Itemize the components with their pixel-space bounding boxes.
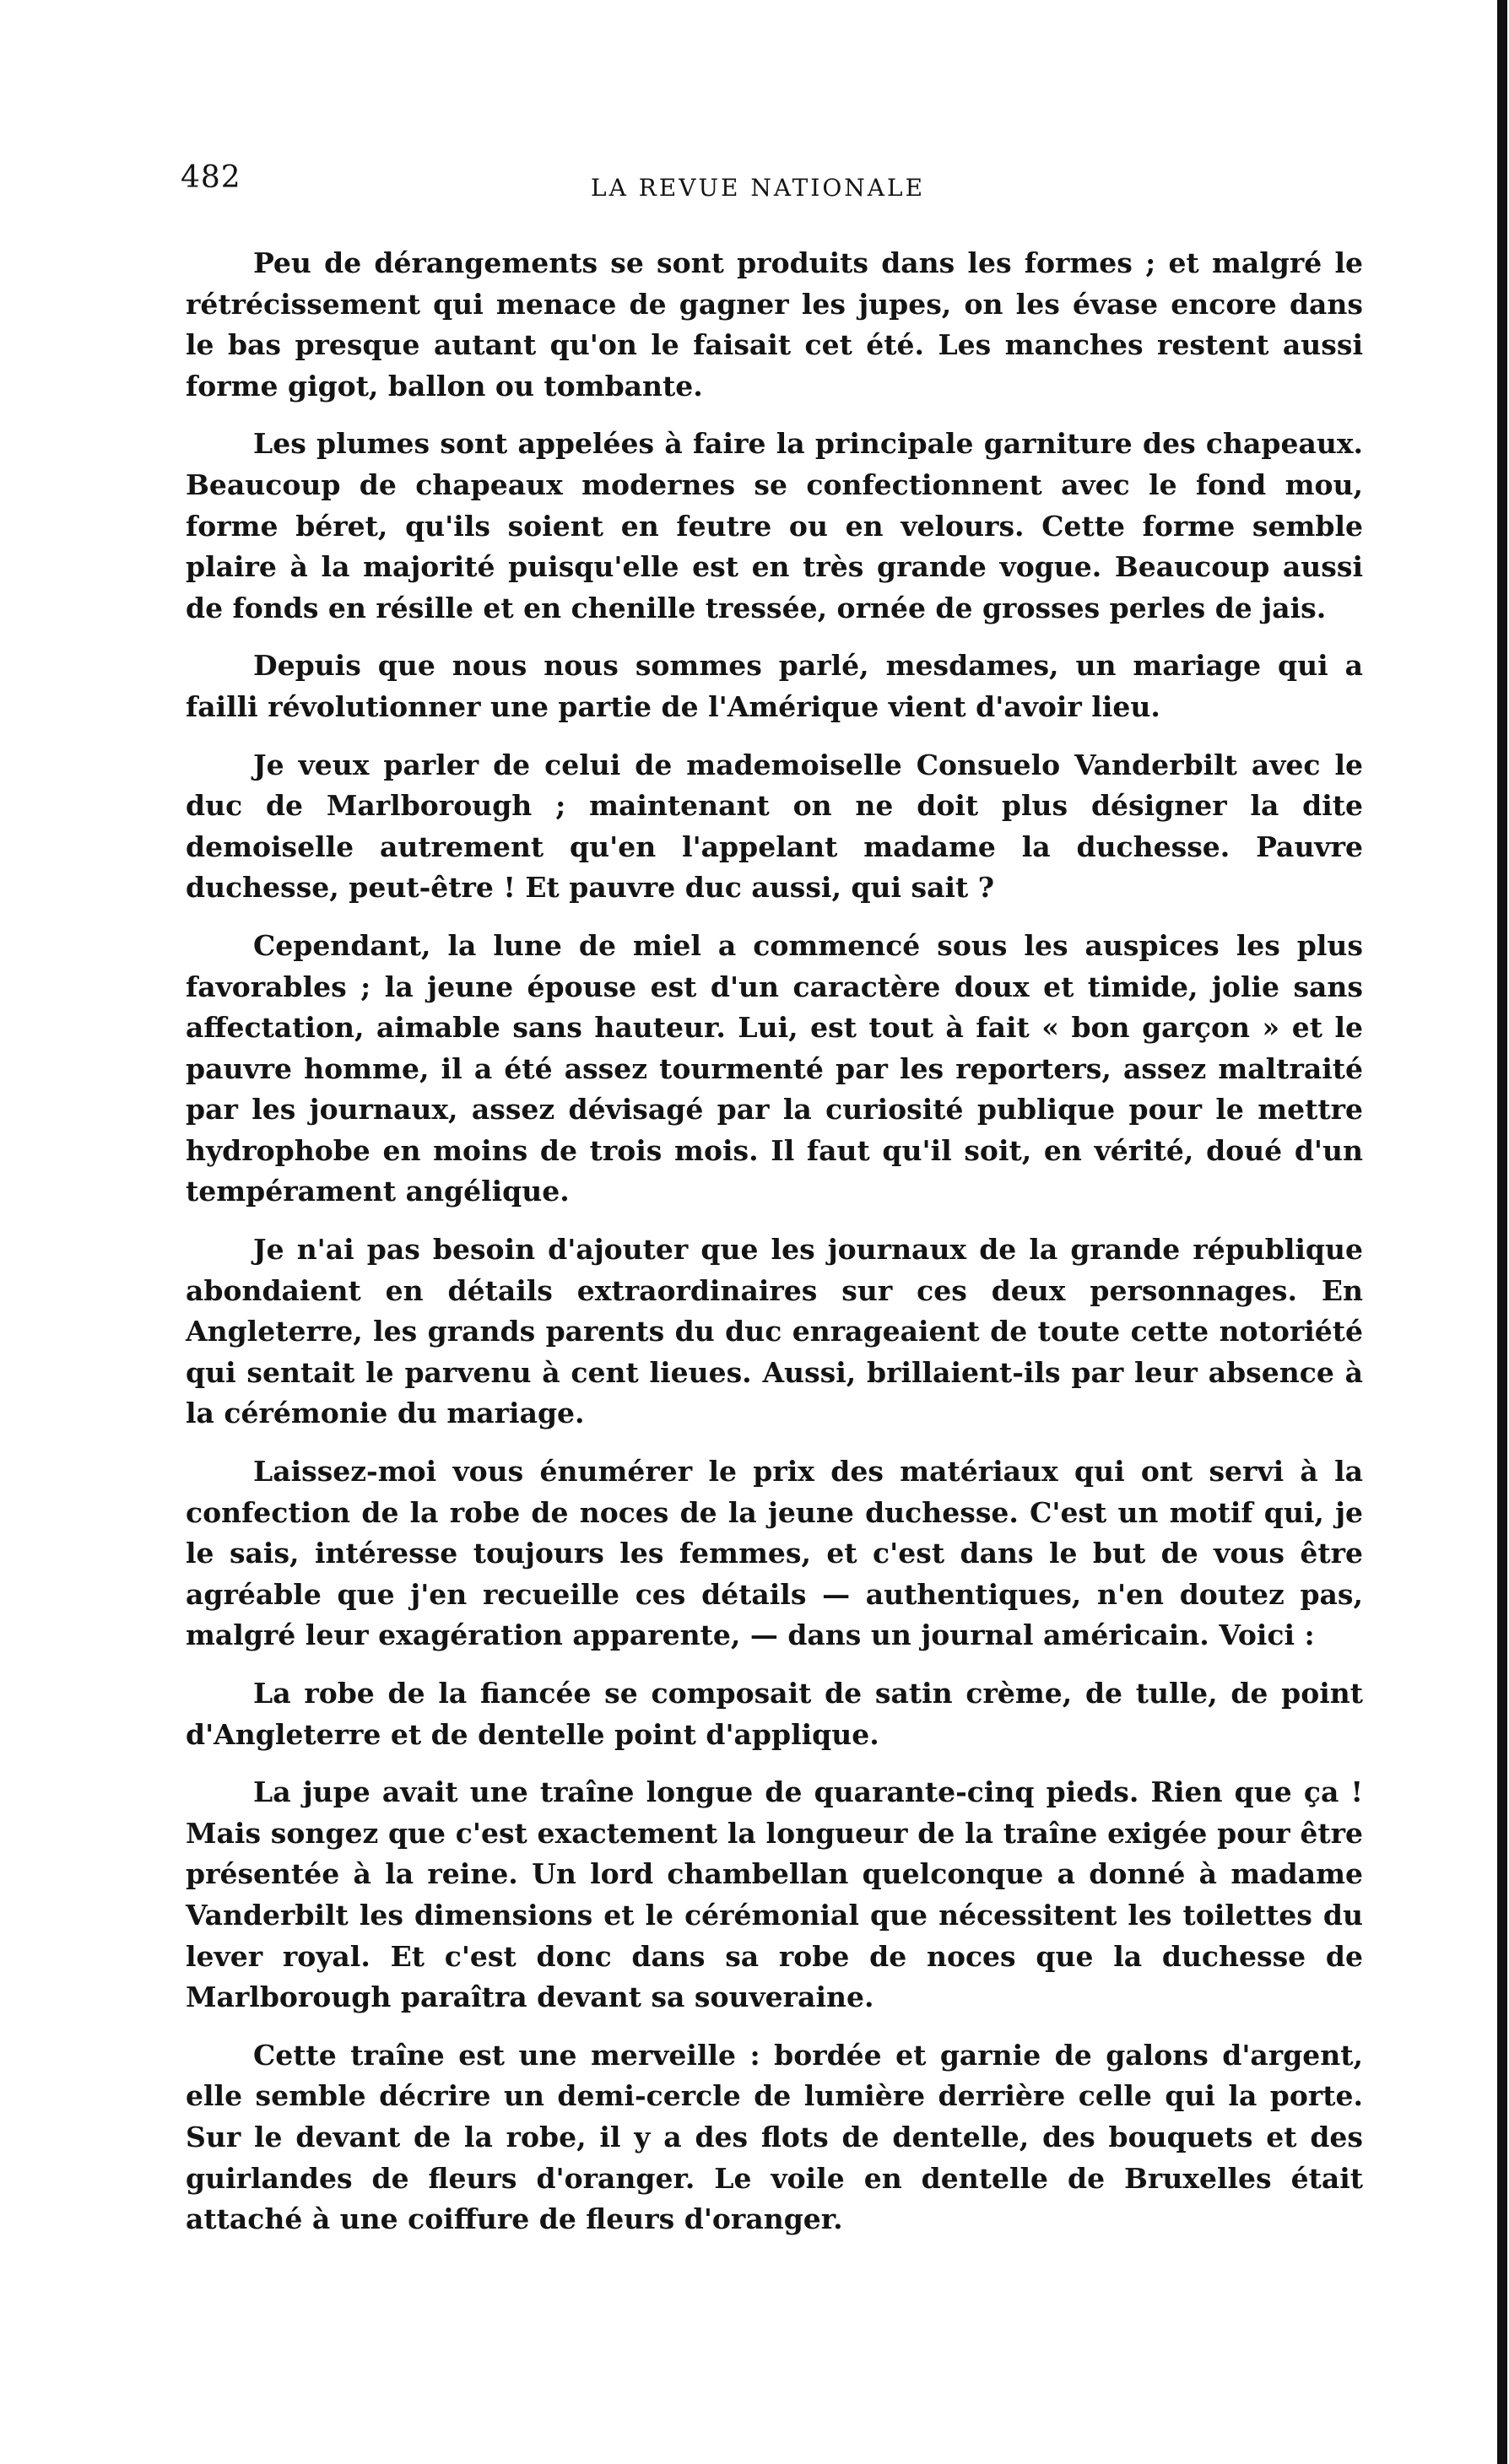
paragraph: Je n'ai pas besoin d'ajouter que les journaux de la grande république abondaient en détails extraordinaires sur ces deux personnages. En Angleterre, les grands parents du duc enrageaient de toute cette notoriété qui sentait le parvenu à cent lieues. Aussi, brillaient-ils par leur absence à la cérémonie du mariage. xyxy=(186,1233,1363,1430)
running-head xyxy=(169,135,1376,211)
paragraph: Je veux parler de celui de mademoiselle Consuelo Vanderbilt avec le duc de Marlborough ; maintenant on ne doit plus désigner la dite demoiselle autrement qu'en l'appelant madame la duchesse. Pauvre duchesse, peut-être ! Et pauvre duc aussi, qui sait ? xyxy=(186,748,1363,905)
paragraph: Depuis que nous nous sommes parlé, mesdames, un mariage qui a failli révolutionner une partie de l'Amérique vient d'avoir lieu. xyxy=(186,649,1363,723)
paragraph: Les plumes sont appelées à faire la principale garniture des chapeaux. Beaucoup de chapeaux modernes se confectionnent avec le fond mou, forme béret, qu'ils soient en feutre ou en velours. Cette forme semble plaire à la majorité puisqu'elle est en très grande vogue. Beaucoup aussi de fonds en résille et en chenille tressée, ornée de grosses perles de jais. xyxy=(186,427,1363,624)
page-edge-rule xyxy=(1497,0,1507,2464)
paragraph: Laissez-moi vous énumérer le prix des matériaux qui ont servi à la confection de la robe de noces de la jeune duchesse. C'est un motif qui, je le sais, intéresse toujours les femmes, et c'est dans le but de vous être agréable que j'en recueille ces détails — authentiques, n'en doutez pas, malgré leur exagération apparente, — dans un journal américain. Voici : xyxy=(186,1455,1363,1652)
paragraph: La jupe avait une traîne longue de quarante-cinq pieds. Rien que ça ! Mais songez que c'est exactement la longueur de la traîne exigée pour être présentée à la reine. Un lord chambellan quelconque a donné à madame Vanderbilt les dimensions et le cérémonial que nécessitent les toilettes du lever royal. Et c'est donc dans sa robe de noces que la duchesse de Marlborough paraîtra devant sa souveraine. xyxy=(186,1775,1363,2014)
paragraph: La robe de la fiancée se composait de satin crème, de tulle, de point d'Angleterre et de dentelle point d'applique. xyxy=(186,1677,1363,1751)
journal-title: LA REVUE NATIONALE xyxy=(591,174,926,202)
page-number: 482 xyxy=(181,160,241,195)
article-body xyxy=(186,243,1363,2257)
paragraph: Peu de dérangements se sont produits dans les formes ; et malgré le rétrécissement qui menace de gagner les jupes, on les évase encore dans le bas presque autant qu'on le faisait cet été. Les manches restent aussi forme gigot, ballon ou tombante. xyxy=(186,246,1363,403)
paragraph: Cette traîne est une merveille : bordée et garnie de galons d'argent, elle semble décrire un demi-cercle de lumière derrière celle qui la porte. Sur le devant de la robe, il y a des flots de dentelle, des bouquets et des guirlandes de fleurs d'oranger. Le voile en dentelle de Bruxelles était attaché à une coiffure de fleurs d'oranger. xyxy=(186,2038,1363,2236)
paragraph: Cependant, la lune de miel a commencé sous les auspices les plus favorables ; la jeune épouse est d'un caractère doux et timide, jolie sans affectation, aimable sans hauteur. Lui, est tout à fait « bon garçon » et le pauvre homme, il a été assez tourmenté par les reporters, assez maltraité par les journaux, assez dévisagé par la curiosité publique pour le mettre hydrophobe en moins de trois mois. Il faut qu'il soit, en vérité, doué d'un tempérament angélique. xyxy=(186,928,1363,1208)
document-page xyxy=(169,135,1376,2236)
